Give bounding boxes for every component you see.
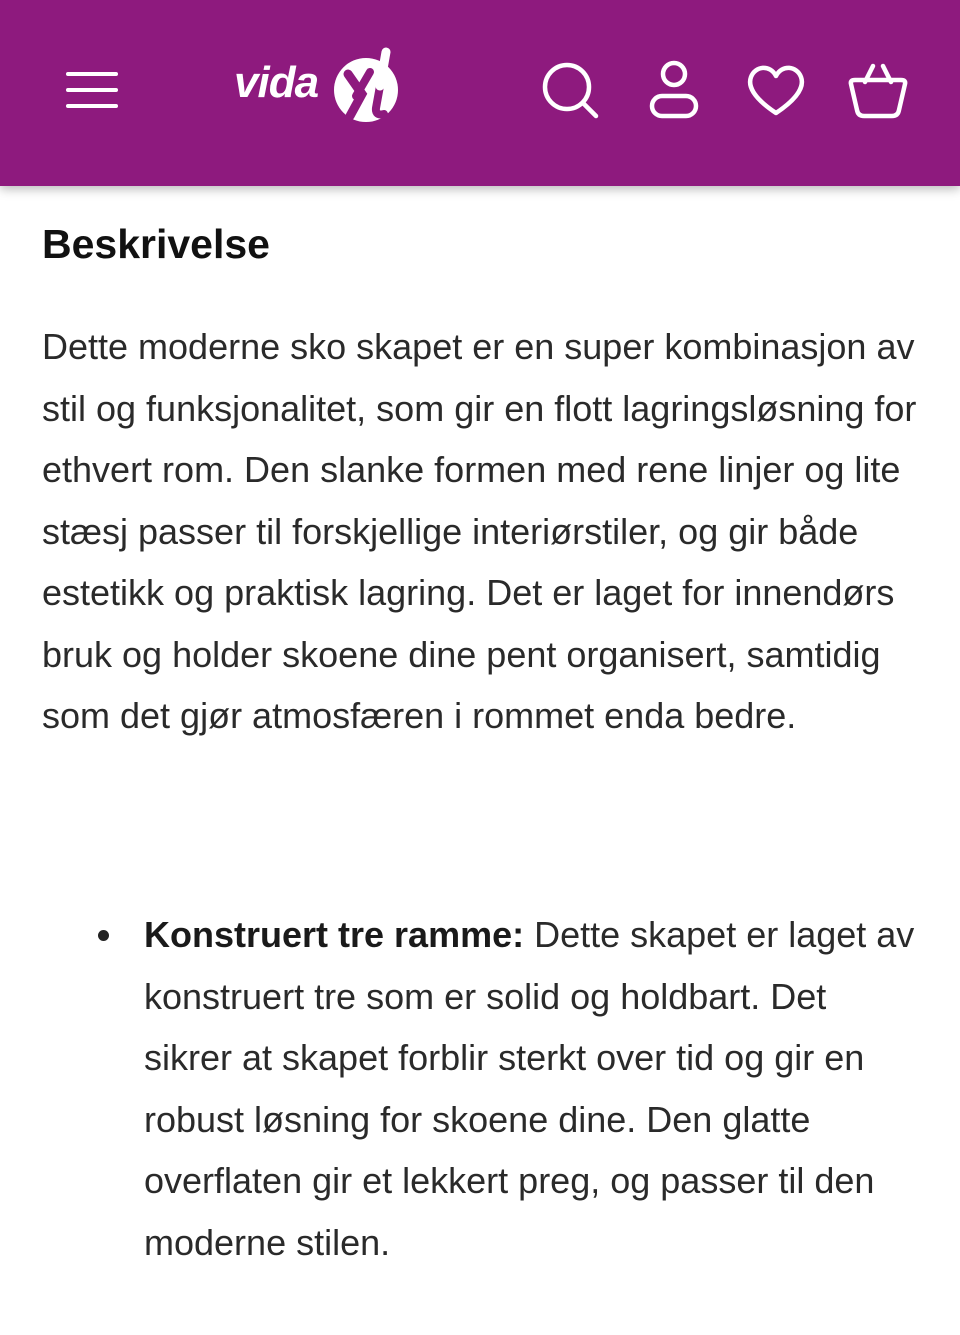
cart-button[interactable]	[842, 54, 914, 126]
heart-icon	[746, 63, 806, 117]
feature-text: Dette skapet er laget av konstruert tre som er solid og holdbart. Det sikrer at skapet forblir sterkt over tid og gir en robust løsning for skoene dine. Den glatte overflaten gir et lekkert preg, og passer til den moderne stilen.	[144, 914, 915, 1263]
bullet-icon	[98, 930, 109, 941]
account-button[interactable]	[640, 54, 708, 126]
description-body: Dette moderne sko skapet er en super kombinasjon av stil og funksjonalitet, som gir en flott lagringsløsning for ethvert rom. Den slanke formen med rene linjer og lite stæsj passer til forskjellige interiørstiler, og gir både estetikk og praktisk lagring. Det er laget for innendørs bruk og holder skoene dine pent organisert, samtidig som det gjør atmosfæren i rommet enda bedre.	[42, 326, 917, 736]
product-description-section	[0, 186, 960, 1335]
search-button[interactable]	[534, 54, 606, 126]
top-header	[0, 0, 960, 186]
feature-item	[144, 904, 924, 1273]
feature-label: Konstruert tre ramme:	[144, 914, 525, 955]
description-title: Beskrivelse	[42, 221, 270, 267]
logo-xl-mark	[326, 46, 406, 130]
feature-list	[144, 904, 924, 1273]
basket-icon	[847, 60, 909, 120]
account-icon	[649, 60, 699, 120]
vidaxl-logo[interactable]	[228, 44, 408, 134]
search-icon	[540, 60, 600, 120]
menu-button[interactable]	[56, 58, 128, 122]
logo-text: vida	[234, 58, 319, 107]
wishlist-button[interactable]	[740, 54, 812, 126]
menu-icon	[66, 71, 118, 109]
